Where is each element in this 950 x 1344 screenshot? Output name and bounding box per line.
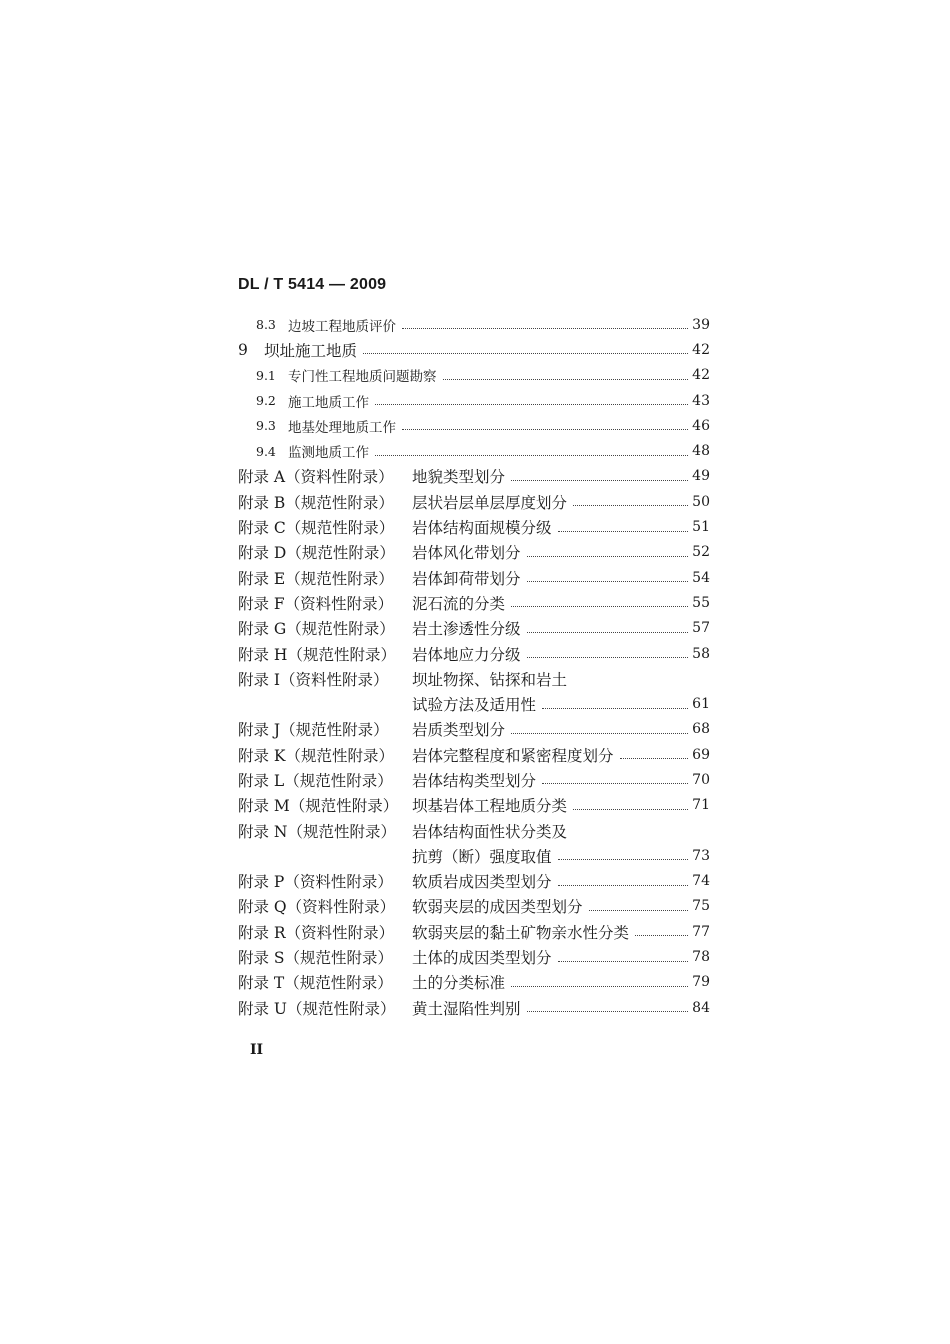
toc-entry-number: 8.3: [256, 317, 276, 333]
toc-dot-leader: [573, 809, 688, 810]
toc-dot-leader: [589, 910, 688, 911]
toc-entry[interactable]: [238, 312, 710, 337]
toc-dot-leader: [573, 505, 688, 506]
toc-entry-title: 软弱夹层的黏土矿物亲水性分类: [412, 923, 630, 942]
toc-entry[interactable]: [238, 995, 710, 1020]
toc-entry-title: 层状岩层单层厚度划分: [412, 493, 568, 512]
toc-dot-leader: [511, 733, 688, 734]
toc-entry-number: 附录 M（规范性附录）: [238, 797, 399, 816]
toc-dot-leader: [527, 581, 688, 582]
toc-entry-title: 岩土渗透性分级: [412, 620, 521, 639]
toc-dot-leader: [542, 708, 688, 709]
page-number: II: [250, 1042, 264, 1058]
toc-entry-number: 附录 D（规范性附录）: [238, 544, 395, 563]
toc-entry-page: 54: [692, 569, 710, 586]
toc-entry[interactable]: [238, 489, 710, 514]
toc-entry-title: 岩体结构面性状分类及: [412, 822, 568, 841]
toc-dot-leader: [635, 935, 688, 936]
toc-dot-leader: [620, 758, 688, 759]
toc-entry-title: 坝址施工地质: [264, 341, 358, 360]
toc-entry[interactable]: [238, 869, 710, 894]
toc-entry[interactable]: [238, 641, 710, 666]
toc-entry[interactable]: [238, 666, 710, 691]
toc-entry-title: 岩体风化带划分: [412, 544, 521, 563]
toc-entry-page: 43: [692, 392, 710, 409]
toc-entry-number: 9: [238, 340, 248, 359]
toc-entry-page: 70: [692, 771, 710, 788]
toc-entry-number: 附录 P（资料性附录）: [238, 873, 393, 892]
toc-dot-leader: [402, 328, 688, 329]
toc-entry-title: 软弱夹层的成因类型划分: [412, 898, 583, 917]
toc-dot-leader: [558, 859, 688, 860]
toc-entry[interactable]: [238, 565, 710, 590]
toc-dot-leader: [511, 480, 688, 481]
toc-entry-number: 附录 S（规范性附录）: [238, 949, 394, 968]
toc-entry[interactable]: [238, 438, 710, 463]
toc-entry-number: 9.2: [256, 393, 276, 409]
toc-entry[interactable]: [238, 843, 710, 868]
toc-entry-title: 岩体结构类型划分: [412, 771, 537, 790]
toc-entry[interactable]: [238, 337, 710, 362]
toc-entry-number: 附录 B（规范性附录）: [238, 493, 394, 512]
toc-entry-number: 附录 I（资料性附录）: [238, 670, 389, 689]
toc-entry-page: 42: [692, 367, 710, 384]
toc-entry[interactable]: [238, 944, 710, 969]
toc-entry[interactable]: [238, 388, 710, 413]
toc-entry-page: 49: [692, 468, 710, 485]
toc-entry-title: 岩体完整程度和紧密程度划分: [412, 746, 614, 765]
toc-dot-leader: [527, 1011, 688, 1012]
toc-entry-page: 57: [692, 620, 710, 637]
toc-entry[interactable]: [238, 717, 710, 742]
toc-entry[interactable]: [238, 793, 710, 818]
toc-entry[interactable]: [238, 413, 710, 438]
toc-entry-title: 试验方法及适用性: [412, 696, 537, 715]
toc-entry-number: 附录 T（规范性附录）: [238, 974, 393, 993]
toc-dot-leader: [527, 556, 688, 557]
toc-entry-number: 附录 U（规范性附录）: [238, 999, 396, 1018]
toc-entry-title: 坝基岩体工程地质分类: [412, 797, 568, 816]
toc-entry-number: 附录 H（规范性附录）: [238, 645, 396, 664]
toc-entry-title: 岩质类型划分: [412, 721, 506, 740]
toc-entry-number: 附录 Q（资料性附录）: [238, 898, 396, 917]
toc-entry[interactable]: [238, 514, 710, 539]
toc-dot-leader: [363, 353, 688, 354]
standard-header: DL / T 5414 — 2009: [238, 276, 387, 293]
toc-entry-title: 软质岩成因类型划分: [412, 873, 552, 892]
toc-entry-page: 77: [692, 923, 710, 940]
toc-dot-leader: [375, 404, 688, 405]
toc-entry-page: 69: [692, 746, 710, 763]
toc-entry[interactable]: [238, 919, 710, 944]
toc-entry-number: 附录 L（规范性附录）: [238, 771, 393, 790]
toc-entry-number: 9.4: [256, 443, 276, 459]
toc-dot-leader: [443, 379, 689, 380]
toc-entry-page: 46: [692, 417, 710, 434]
toc-entry-number: 附录 G（规范性附录）: [238, 620, 395, 639]
toc-entry-number: 附录 N（规范性附录）: [238, 822, 396, 841]
toc-entry[interactable]: [238, 464, 710, 489]
toc-entry-title: 泥石流的分类: [412, 594, 506, 613]
toc-entry-title: 坝址物探、钻探和岩土: [412, 670, 568, 689]
toc-entry-page: 75: [692, 898, 710, 915]
toc-entry-page: 78: [692, 949, 710, 966]
toc-entry-title: 专门性工程地质问题勘察: [288, 369, 437, 386]
toc-entry-title: 地基处理地质工作: [288, 419, 396, 436]
toc-entry-page: 61: [692, 696, 710, 713]
toc-entry-page: 68: [692, 721, 710, 738]
toc-entry-number: 9.1: [256, 367, 276, 383]
toc-entry-number: 附录 E（规范性附录）: [238, 569, 394, 588]
toc-entry-number: 附录 R（资料性附录）: [238, 923, 395, 942]
toc-entry-page: 42: [692, 341, 710, 358]
toc-entry[interactable]: [238, 691, 710, 716]
toc-entry-page: 71: [692, 797, 710, 814]
toc-entry-page: 50: [692, 493, 710, 510]
toc-entry-number: 附录 C（规范性附录）: [238, 519, 395, 538]
toc-entry-page: 55: [692, 594, 710, 611]
toc-entry-title: 岩体结构面规模分级: [412, 519, 552, 538]
toc-entry-page: 39: [692, 316, 710, 333]
toc-entry-title: 岩体地应力分级: [412, 645, 521, 664]
toc-dot-leader: [558, 885, 688, 886]
toc-dot-leader: [542, 783, 688, 784]
toc-entry-number: 附录 J（规范性附录）: [238, 721, 389, 740]
toc-dot-leader: [527, 657, 688, 658]
toc-dot-leader: [558, 961, 688, 962]
toc-entry[interactable]: [238, 590, 710, 615]
toc-entry[interactable]: [238, 363, 710, 388]
toc-entry-title: 抗剪（断）强度取值: [412, 847, 552, 866]
toc-entry-number: 附录 K（规范性附录）: [238, 746, 395, 765]
toc-entry-title: 监测地质工作: [288, 445, 369, 462]
toc-entry-title: 土体的成因类型划分: [412, 949, 552, 968]
toc-entry-page: 79: [692, 974, 710, 991]
toc-dot-leader: [511, 606, 688, 607]
toc-entry-title: 土的分类标准: [412, 974, 506, 993]
toc-entry-title: 施工地质工作: [288, 394, 369, 411]
toc-entry-title: 黄土湿陷性判别: [412, 999, 521, 1018]
toc-entry-page: 52: [692, 544, 710, 561]
toc-entry-number: 附录 A（资料性附录）: [238, 468, 394, 487]
toc-entry-title: 岩体卸荷带划分: [412, 569, 521, 588]
toc-entry[interactable]: [238, 970, 710, 995]
toc-entry[interactable]: [238, 540, 710, 565]
toc-entry-number: 附录 F（资料性附录）: [238, 594, 394, 613]
toc-entry[interactable]: [238, 818, 710, 843]
toc-entry-page: 48: [692, 443, 710, 460]
toc-dot-leader: [375, 455, 688, 456]
toc-dot-leader: [527, 632, 688, 633]
toc-entry-page: 51: [692, 519, 710, 536]
toc-dot-leader: [511, 986, 688, 987]
toc-entry-page: 74: [692, 873, 710, 890]
toc-dot-leader: [558, 531, 688, 532]
toc-entry-title: 边坡工程地质评价: [288, 318, 396, 335]
toc-entry-title: 地貌类型划分: [412, 468, 506, 487]
toc-entry-page: 73: [692, 847, 710, 864]
table-of-contents: [238, 312, 710, 1020]
toc-entry-number: 9.3: [256, 418, 276, 434]
toc-entry[interactable]: [238, 767, 710, 792]
toc-entry-page: 84: [692, 999, 710, 1016]
toc-entry[interactable]: [238, 742, 710, 767]
toc-entry[interactable]: [238, 616, 710, 641]
toc-entry[interactable]: [238, 894, 710, 919]
toc-entry-page: 58: [692, 645, 710, 662]
toc-dot-leader: [402, 429, 688, 430]
